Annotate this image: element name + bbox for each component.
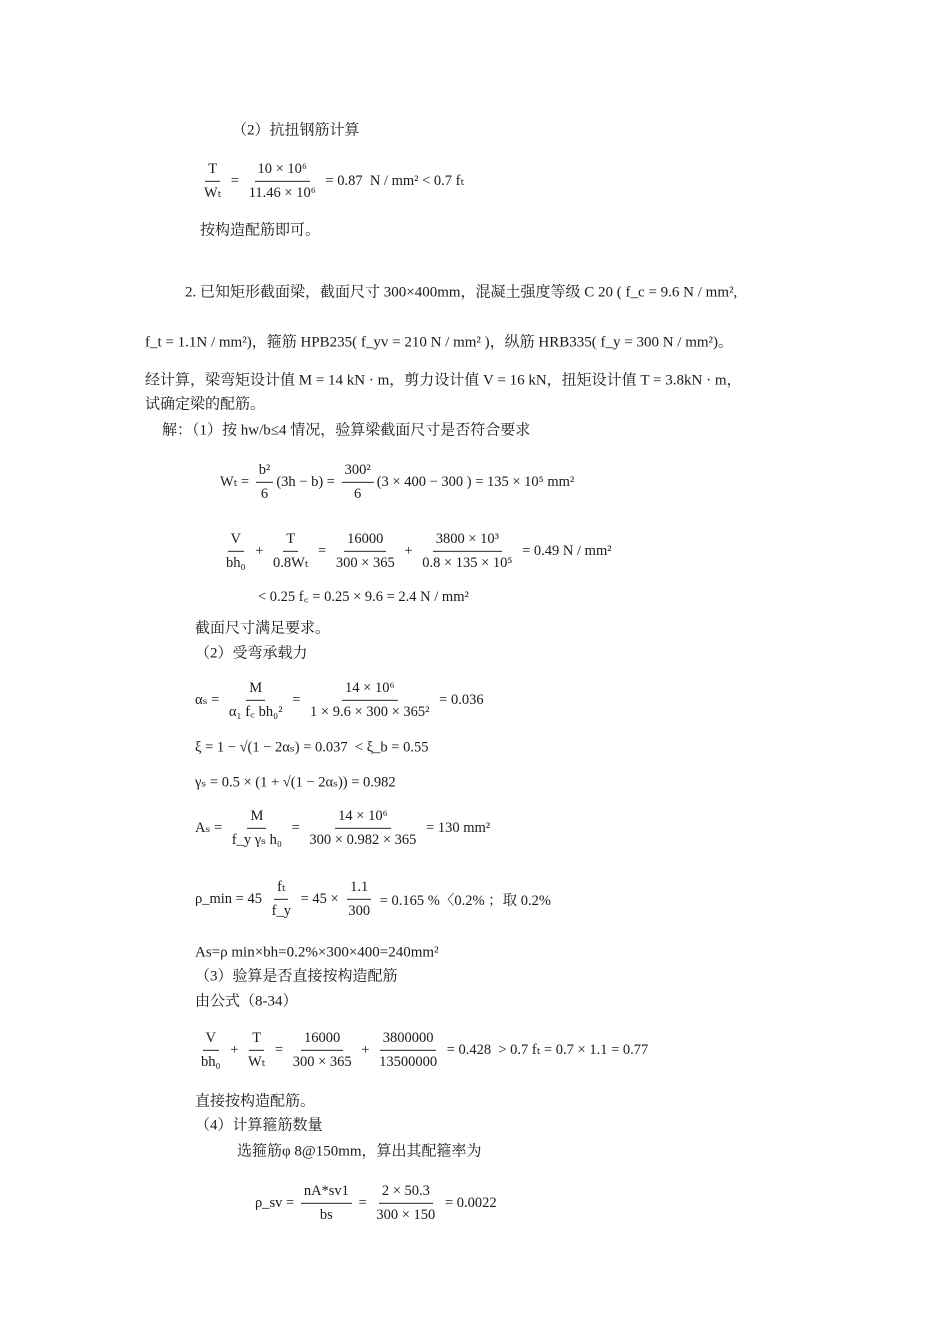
problem-2-line-1: 2. 已知矩形截面梁，截面尺寸 300×400mm，混凝土强度等级 C 20 ( f_c = 9.6 N / mm², xyxy=(185,284,738,301)
fraction-denominator: f_y xyxy=(271,902,291,919)
fraction-denominator: Wₜ xyxy=(204,184,222,201)
fraction-numerator: 1.1 xyxy=(347,879,371,900)
fraction-numerator: M xyxy=(246,680,265,701)
fraction-numerator: 14 × 10⁶ xyxy=(335,808,390,829)
equation-term: = xyxy=(314,542,330,559)
fraction-denominator: 300 × 365 xyxy=(335,554,395,571)
equation-term: ξ = 1 − √(1 − 2αₛ) = 0.037 < ξ_b = 0.55 xyxy=(195,739,429,756)
as-min-text: As=ρ min×bh=0.2%×300×400=240mm² xyxy=(195,944,439,961)
fraction-denominator: Wₜ xyxy=(248,1053,266,1070)
equation-term: + xyxy=(357,1041,374,1058)
fraction xyxy=(419,531,515,571)
fraction-denominator: 300 × 150 xyxy=(376,1206,436,1223)
formula-reference: 由公式（8-34） xyxy=(195,993,298,1010)
conclusion-text: 按构造配筋即可。 xyxy=(200,222,321,239)
equation-term: = 130 mm² xyxy=(422,819,491,836)
equation-term: Aₛ = xyxy=(195,819,226,836)
fraction-denominator: 300 × 365 xyxy=(292,1053,352,1070)
equation-term: = 0.428 > 0.7 fₜ = 0.7 × 1.1 = 0.77 xyxy=(443,1041,649,1058)
equation-torsion-stress xyxy=(198,161,464,201)
fraction xyxy=(201,161,224,201)
equation-term: αₛ = xyxy=(195,691,223,708)
equation-term: = 0.0022 xyxy=(441,1194,497,1211)
fraction-numerator: b² xyxy=(256,462,274,483)
equation-term: Wₜ = xyxy=(220,473,253,490)
equation-section-limit xyxy=(258,586,469,606)
fraction xyxy=(198,1030,224,1070)
fraction xyxy=(342,462,374,502)
equation-term: = 0.165 %〈0.2% ；取 0.2% xyxy=(376,892,551,909)
fraction xyxy=(345,879,373,919)
equation-term: = xyxy=(227,172,243,189)
fraction-numerator: 2 × 50.3 xyxy=(379,1183,433,1204)
equation-term: (3 × 400 − 300 ) = 135 × 10⁵ mm² xyxy=(376,473,575,490)
section-title-torsion-reinforcement: （2）抗扭钢筋计算 xyxy=(232,122,360,139)
fraction xyxy=(290,1030,355,1070)
fraction-denominator: 11.46 × 10⁶ xyxy=(248,184,316,201)
section-title-construction-check: （3）验算是否直接按构造配筋 xyxy=(195,968,398,985)
problem-2-line-4: 试确定梁的配筋。 xyxy=(145,396,266,413)
fraction-numerator: 16000 xyxy=(301,1030,343,1051)
fraction-numerator: 3800000 xyxy=(380,1030,437,1051)
fraction-numerator: T xyxy=(205,161,220,182)
equation-term: = xyxy=(288,691,305,708)
fraction-numerator: fₜ xyxy=(274,879,288,900)
equation-rho-min xyxy=(195,879,551,919)
equation-term: = 0.49 N / mm² xyxy=(518,542,612,559)
solution-step-1: 解：（1）按 hw/b≤4 情况，验算梁截面尺寸是否符合要求 xyxy=(162,422,531,439)
fraction-denominator: bh₀ xyxy=(201,1053,221,1070)
equation-rho-sv xyxy=(255,1183,497,1223)
equation-term: = xyxy=(354,1194,371,1211)
fraction-denominator: 0.8 × 135 × 10⁵ xyxy=(422,554,513,571)
equation-gamma-s xyxy=(195,775,396,792)
fraction-numerator: 10 × 10⁶ xyxy=(255,161,310,182)
equation-term: = xyxy=(271,1041,287,1058)
problem-2-line-3: 经计算，梁弯矩设计值 M = 14 kN · m，剪力设计值 V = 16 kN，扭矩设计值 T = 3.8kN · m， xyxy=(145,372,742,389)
size-ok-text: 截面尺寸满足要求。 xyxy=(195,620,331,637)
equation-alpha-s xyxy=(195,680,484,720)
equation-construction-check xyxy=(195,1030,648,1070)
fraction-numerator: T xyxy=(283,531,298,552)
fraction-denominator: 300 × 0.982 × 365 xyxy=(309,831,417,848)
equation-term: = xyxy=(287,819,304,836)
fraction-denominator: 6 xyxy=(260,485,269,502)
equation-section-check xyxy=(220,531,612,571)
equation-term: + xyxy=(400,542,417,559)
fraction xyxy=(306,808,419,848)
equation-wt xyxy=(220,462,574,502)
fraction-denominator: 0.8Wₜ xyxy=(273,554,309,571)
fraction xyxy=(223,531,249,571)
equation-as xyxy=(195,808,490,848)
problem-2-line-2: f_t = 1.1N / mm²)，箍筋 HPB235( f_yv = 210 N / mm² )，纵筋 HRB335( f_y = 300 N / mm²)。 xyxy=(145,334,734,351)
construction-conclusion: 直接按构造配筋。 xyxy=(195,1093,316,1110)
fraction xyxy=(269,879,294,919)
fraction-denominator: bs xyxy=(319,1206,333,1223)
fraction-numerator: V xyxy=(228,531,244,552)
fraction xyxy=(301,1183,352,1223)
equation-term: = 0.036 xyxy=(435,691,484,708)
equation-xi xyxy=(195,740,428,757)
fraction-numerator: 3800 × 10³ xyxy=(433,531,502,552)
fraction-denominator: α₁ f꜀ bh₀² xyxy=(228,703,283,720)
equation-term: ρ_sv = xyxy=(255,1194,298,1211)
fraction xyxy=(307,680,433,720)
fraction-denominator: 13500000 xyxy=(379,1053,438,1070)
fraction-denominator: f_y γₛ h₀ xyxy=(231,831,282,848)
stirrup-selection-text: 选箍筋φ 8@150mm，算出其配箍率为 xyxy=(237,1143,482,1160)
fraction xyxy=(270,531,311,571)
fraction-numerator: M xyxy=(247,808,266,829)
equation-term: + xyxy=(226,1041,242,1058)
fraction-denominator: 300 xyxy=(348,902,371,919)
equation-term: = 45 × xyxy=(296,890,343,907)
fraction-numerator: V xyxy=(203,1030,219,1051)
fraction xyxy=(229,808,285,848)
equation-term: (3h − b) = xyxy=(276,473,339,490)
fraction-denominator: bh₀ xyxy=(226,554,246,571)
fraction xyxy=(333,531,398,571)
fraction xyxy=(226,680,286,720)
equation-term: + xyxy=(251,542,267,559)
equation-term: ρ_min = 45 xyxy=(195,890,266,907)
fraction-numerator: 300² xyxy=(342,462,374,483)
equation-term: γₛ = 0.5 × (1 + √(1 − 2αₛ)) = 0.982 xyxy=(195,774,396,791)
section-title-stirrups: （4）计算箍筋数量 xyxy=(195,1117,323,1134)
section-title-bending: （2）受弯承载力 xyxy=(195,645,308,662)
fraction-denominator: 6 xyxy=(354,485,362,502)
fraction-numerator: 14 × 10⁶ xyxy=(342,680,397,701)
fraction xyxy=(373,1183,438,1223)
fraction xyxy=(376,1030,440,1070)
fraction xyxy=(245,1030,268,1070)
fraction-denominator: 1 × 9.6 × 300 × 365² xyxy=(310,703,430,720)
equation-term: = 0.87 N / mm² < 0.7 fₜ xyxy=(321,172,465,189)
fraction-numerator: T xyxy=(249,1030,264,1051)
fraction-numerator: nA*sv1 xyxy=(301,1183,352,1204)
fraction xyxy=(246,161,319,201)
fraction xyxy=(256,462,274,502)
fraction-numerator: 16000 xyxy=(344,531,386,552)
equation-term: < 0.25 f꜀ = 0.25 × 9.6 = 2.4 N / mm² xyxy=(258,589,469,605)
